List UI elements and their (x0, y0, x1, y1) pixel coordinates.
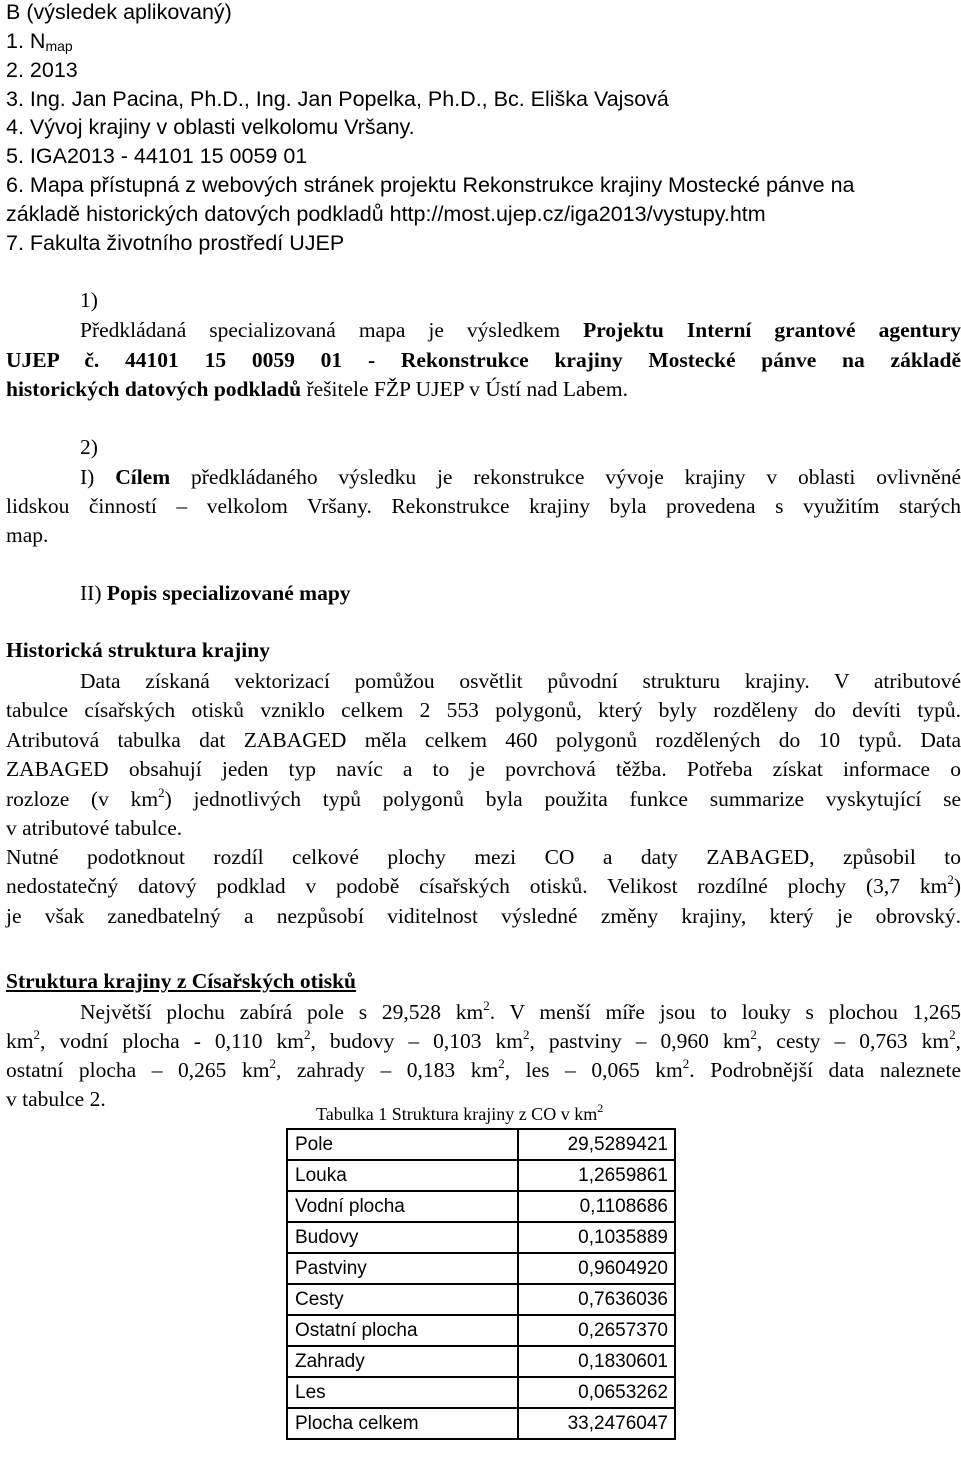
table-row (287, 1284, 675, 1315)
imperial-line-1-b: . V menší míře jsou to louky s plochou 1,265 (489, 1000, 961, 1024)
table-cell-label: Cesty (287, 1284, 518, 1315)
imperial-line-2-sup-2: 2 (303, 1027, 311, 1042)
imperial-line-3-b: , zahrady – 0,183 km (275, 1058, 499, 1082)
imperial-line-3-sup-2: 2 (498, 1056, 505, 1071)
section-1-number: 1) (80, 288, 98, 312)
table-caption-sup: 2 (597, 1101, 604, 1115)
table-cell-value: 0,9604920 (518, 1253, 675, 1284)
section-1-line-3 (6, 375, 628, 404)
historical-line-8-b: ) (953, 874, 961, 898)
map-description-heading (80, 579, 351, 608)
historical-line-8 (6, 872, 961, 901)
item-3: 3. Ing. Jan Pacina, Ph.D., Ing. Jan Popelka, Ph.D., Bc. Eliška Vajsová (6, 87, 669, 111)
table-row (287, 1346, 675, 1377)
table-cell-label: Ostatní plocha (287, 1315, 518, 1346)
table-caption-text: Tabulka 1 Struktura krajiny z CO v km (316, 1104, 598, 1124)
imperial-structure-title: Struktura krajiny z Císařských otisků (6, 969, 357, 993)
imperial-line-3-c: , les – 0,065 km (504, 1058, 683, 1082)
table-row (287, 1160, 675, 1191)
table-cell-label: Les (287, 1377, 518, 1408)
table-row (287, 1191, 675, 1222)
item-1-sub: map (45, 38, 73, 54)
table-cell-label: Vodní plocha (287, 1191, 518, 1222)
table-row (287, 1129, 675, 1160)
table-row (287, 1377, 675, 1408)
table-cell-value: 0,0653262 (518, 1377, 675, 1408)
historical-line-5-b: ) jednotlivých typů polygonů byla použita funkce summarize vyskytující se (164, 787, 961, 811)
table-cell-value: 1,2659861 (518, 1160, 675, 1191)
historical-line-3: Atributová tabulka dat ZABAGED měla celkem 460 polygonů rozdělených do 10 typů. Data (6, 728, 961, 752)
historical-line-5 (6, 785, 961, 814)
imperial-line-2-sup-4: 2 (750, 1027, 757, 1042)
historical-line-4: ZABAGED obsahují jeden typ navíc a to je povrchová těžba. Potřeba získat informace o (6, 757, 961, 781)
goal-keyword: Cílem (115, 465, 171, 489)
imperial-line-3-d: . Podrobnější data naleznete (689, 1058, 961, 1082)
section-2-line-1-text: předkládaného výsledku je rekonstrukce vývoje krajiny v oblasti ovlivněné (170, 465, 961, 489)
item-5: 5. IGA2013 - 44101 15 0059 01 (6, 144, 308, 168)
table-row (287, 1315, 675, 1346)
landscape-structure-table (286, 1128, 676, 1440)
historical-structure-title: Historická struktura krajiny (6, 638, 270, 662)
table-row (287, 1253, 675, 1284)
item-7: 7. Fakulta životního prostředí UJEP (6, 231, 345, 255)
result-category: B (výsledek aplikovaný) (6, 0, 232, 24)
table-cell-label: Plocha celkem (287, 1408, 518, 1439)
section-2-prefix: I) (80, 465, 116, 489)
imperial-line-2-sup-1: 2 (33, 1027, 40, 1042)
item-6-line-1: 6. Mapa přístupná z webových stránek projektu Rekonstrukce krajiny Mostecké pánve na (6, 173, 855, 197)
imperial-line-2-a: km (6, 1029, 34, 1053)
imperial-line-2 (6, 1027, 961, 1056)
section-2-line-3: map. (6, 523, 49, 547)
historical-line-5-sup: 2 (158, 785, 165, 800)
table-cell-label: Louka (287, 1160, 518, 1191)
imperial-line-1-sup: 2 (483, 998, 490, 1013)
imperial-line-2-sup-3: 2 (522, 1027, 530, 1042)
imperial-line-1 (80, 998, 961, 1027)
project-name-part-1: Projektu Interní grantové agentury (583, 318, 961, 342)
item-2: 2. 2013 (6, 58, 78, 82)
table-cell-label: Budovy (287, 1222, 518, 1253)
historical-structure-heading (6, 636, 270, 665)
section-1-line-3-text: řešitele FŽP UJEP v Ústí nad Labem. (301, 377, 628, 401)
section-1-line-2 (6, 346, 961, 375)
item-6-line-2: základě historických datových podkladů http://most.ujep.cz/iga2013/vystupy.htm (6, 202, 766, 226)
table-cell-value: 0,1830601 (518, 1346, 675, 1377)
table-body (287, 1129, 675, 1439)
imperial-line-3-a: ostatní plocha – 0,265 km (6, 1058, 270, 1082)
table-cell-label: Pastviny (287, 1253, 518, 1284)
imperial-line-1-a: Největší plochu zabírá pole s 29,528 km (80, 1000, 484, 1024)
map-description-prefix: II) (80, 581, 107, 605)
table-cell-value: 29,5289421 (518, 1129, 675, 1160)
table-cell-value: 0,1108686 (518, 1191, 675, 1222)
historical-line-7: Nutné podotknout rozdíl celkové plochy mezi CO a daty ZABAGED, způsobil to (6, 845, 961, 869)
item-4: 4. Vývoj krajiny v oblasti velkolomu Vršany. (6, 115, 415, 139)
historical-line-8-sup: 2 (947, 872, 954, 887)
imperial-structure-heading (6, 967, 356, 996)
section-1-line-1 (80, 316, 961, 345)
historical-line-1: Data získaná vektorizací pomůžou osvětlit původní strukturu krajiny. V atributové (80, 669, 961, 693)
imperial-line-2-b: , vodní plocha - 0,110 km (39, 1029, 304, 1053)
imperial-line-2-sup-5: 2 (949, 1027, 956, 1042)
project-name-part-3: historických datových podkladů (6, 377, 302, 401)
imperial-line-2-c: , budovy – 0,103 km (310, 1029, 523, 1053)
imperial-line-3 (6, 1056, 961, 1085)
section-1-line-1-text: Předkládaná specializovaná mapa je výsledkem (80, 318, 584, 342)
table-row (287, 1408, 675, 1439)
table-cell-value: 0,7636036 (518, 1284, 675, 1315)
table-cell-value: 33,2476047 (518, 1408, 675, 1439)
section-2-line-2: lidskou činností – velkolom Vršany. Rekonstrukce krajiny byla provedena s využitím starých (6, 494, 961, 518)
imperial-line-2-d: , pastviny – 0,960 km (529, 1029, 751, 1053)
project-name-part-2: UJEP č. 44101 15 0059 01 - Rekonstrukce krajiny Mostecké pánve na základě (6, 348, 961, 372)
section-2-number: 2) (80, 435, 98, 459)
table-cell-value: 0,1035889 (518, 1222, 675, 1253)
historical-line-9: je však zanedbatelný a nezpůsobí viditelnost výsledné změny krajiny, který je obrovský. (6, 904, 961, 928)
historical-line-2: tabulce císařských otisků vzniklo celkem 2 553 polygonů, který byly rozděleny do devíti typů. (6, 698, 961, 722)
table-row (287, 1222, 675, 1253)
table-caption (316, 1101, 603, 1127)
section-2-line-1 (80, 463, 961, 492)
historical-line-5-a: rozloze (v km (6, 787, 159, 811)
historical-line-6: v atributové tabulce. (6, 816, 183, 840)
table-cell-label: Zahrady (287, 1346, 518, 1377)
table-cell-value: 0,2657370 (518, 1315, 675, 1346)
historical-line-8-a: nedostatečný datový podklad v podobě císařských otisků. Velikost rozdílné plochy (3,7 km (6, 874, 948, 898)
item-1-prefix: 1. N (6, 29, 46, 53)
imperial-line-2-f: , (955, 1029, 961, 1053)
imperial-line-3-sup-3: 2 (682, 1056, 690, 1071)
imperial-line-2-e: , cesty – 0,763 km (756, 1029, 950, 1053)
imperial-line-4: v tabulce 2. (6, 1087, 106, 1111)
imperial-line-3-sup-1: 2 (269, 1056, 276, 1071)
table-cell-label: Pole (287, 1129, 518, 1160)
item-1 (6, 27, 73, 56)
map-description-title: Popis specializované mapy (106, 581, 351, 605)
